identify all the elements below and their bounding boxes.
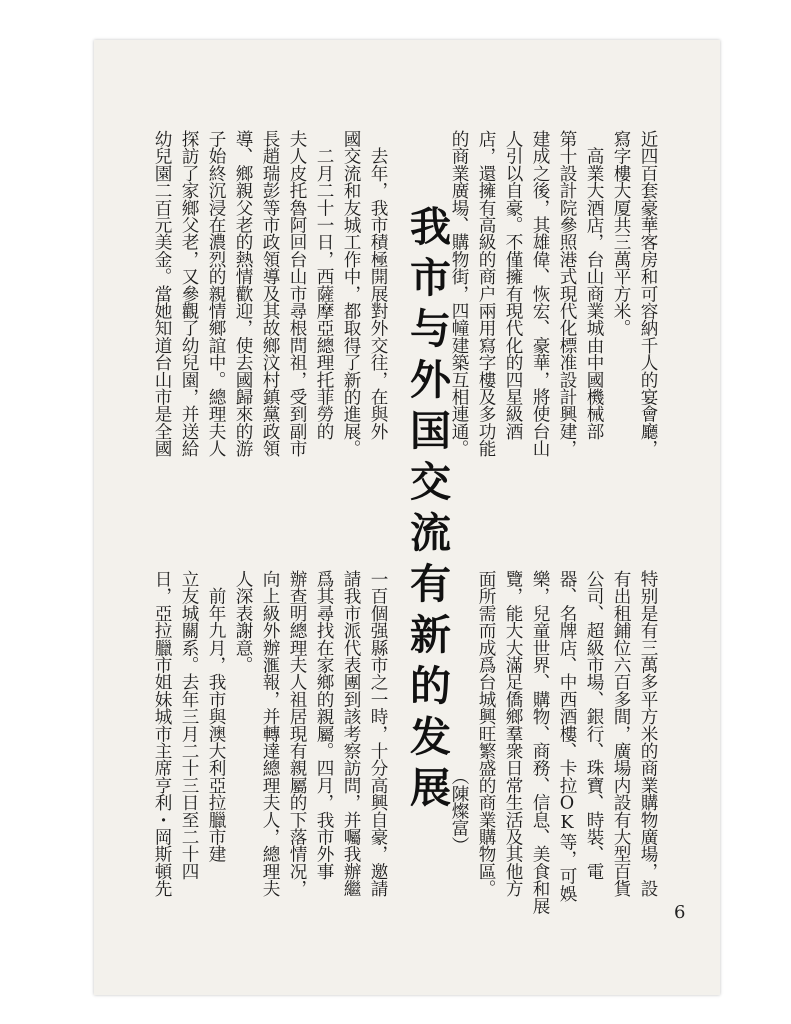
text-column: 長趙瑞彭等市政領導及其故鄉汶村鎮黨政領 bbox=[260, 130, 280, 457]
text-column: 二月二十一日，西薩摩亞總理托菲勞的 bbox=[314, 130, 334, 440]
page-number: 6 bbox=[674, 902, 686, 923]
document-page bbox=[94, 40, 720, 995]
text-column: 建成之後，其雄偉、恢宏、豪華，將使台山 bbox=[530, 130, 550, 457]
text-column: 特别是有三萬多平方米的商業購物廣場，設 bbox=[638, 570, 658, 897]
text-column: 人深表謝意。 bbox=[233, 570, 253, 674]
text-column: 探訪了家鄉父老，又參觀了幼兒園，并送給 bbox=[179, 130, 199, 457]
text-column: 國交流和友城工作中，都取得了新的進展。 bbox=[341, 130, 361, 457]
text-column: 導、鄉親父老的熱情歡迎，使去國歸來的游 bbox=[233, 130, 253, 457]
author-credit: （陳燦富） bbox=[449, 570, 469, 854]
text-column: 樂，兒童世界、購物、商務、信息、美食和展 bbox=[530, 570, 550, 914]
text-column: 立友城關系。去年三月二十三日至二十四 bbox=[179, 570, 199, 880]
text-column: 公司、超級市場、銀行、珠寶、時裝、電 bbox=[584, 570, 604, 880]
text-column: 店，還擁有高級的商户兩用寫字樓及多功能 bbox=[476, 130, 496, 457]
text-column: 請我市派代表團到該考察訪問，并囑我辦繼 bbox=[341, 570, 361, 897]
text-column: 前年九月，我市與澳大利亞拉臘市建 bbox=[206, 570, 226, 863]
text-column: 去年，我市積極開展對外交往，在與外 bbox=[368, 130, 388, 440]
text-column: 人引以自豪。不僅擁有現代化的四星級酒 bbox=[503, 130, 523, 440]
text-column: 日，亞拉臘市姐妹城市主席亨利・岡斯頓先 bbox=[152, 570, 172, 897]
text-column: 子始終沉浸在濃烈的親情鄉誼中。總理夫人 bbox=[206, 130, 226, 457]
text-column: 幼兒園二百元美金。當她知道台山市是全國 bbox=[152, 130, 172, 457]
text-column: 有出租鋪位六百多間，廣場内設有大型百貨 bbox=[611, 570, 631, 897]
text-column: 寫字樓大厦共三萬平方米。 bbox=[611, 130, 631, 337]
text-column: 面所需而成爲台城興旺繁盛的商業購物區。 bbox=[476, 570, 496, 897]
text-column: 爲其尋找在家鄉的親屬。四月，我市外事 bbox=[314, 570, 334, 880]
text-column: 辦查明總理夫人祖居現有親屬的下落情况， bbox=[287, 570, 307, 897]
text-column: 一百個强縣市之一時，十分高興自豪，邀請 bbox=[368, 570, 388, 897]
text-column: 器、名牌店、中西酒樓、卡拉OK等，可娛 bbox=[557, 570, 577, 902]
text-column: 向上級外辦滙報，并轉達總理夫人，總理夫 bbox=[260, 570, 280, 897]
text-column: 第十設計院參照港式現代化標准設計興建， bbox=[557, 130, 577, 457]
text-column: 覽，能大大滿足僑鄉羣衆日常生活及其他方 bbox=[503, 570, 523, 897]
text-column: 高業大酒店，台山商業城由中國機械部 bbox=[584, 130, 604, 440]
text-column: 的商業廣場、購物街，四幢建築互相連通。 bbox=[449, 130, 469, 457]
article-title: 我市与外国交流有新的发展 bbox=[403, 205, 451, 817]
text-column: 夫人皮托魯阿回台山市尋根問祖，受到副市 bbox=[287, 130, 307, 457]
text-column: 近四百套豪華客房和可容納千人的宴會廳， bbox=[638, 130, 658, 457]
